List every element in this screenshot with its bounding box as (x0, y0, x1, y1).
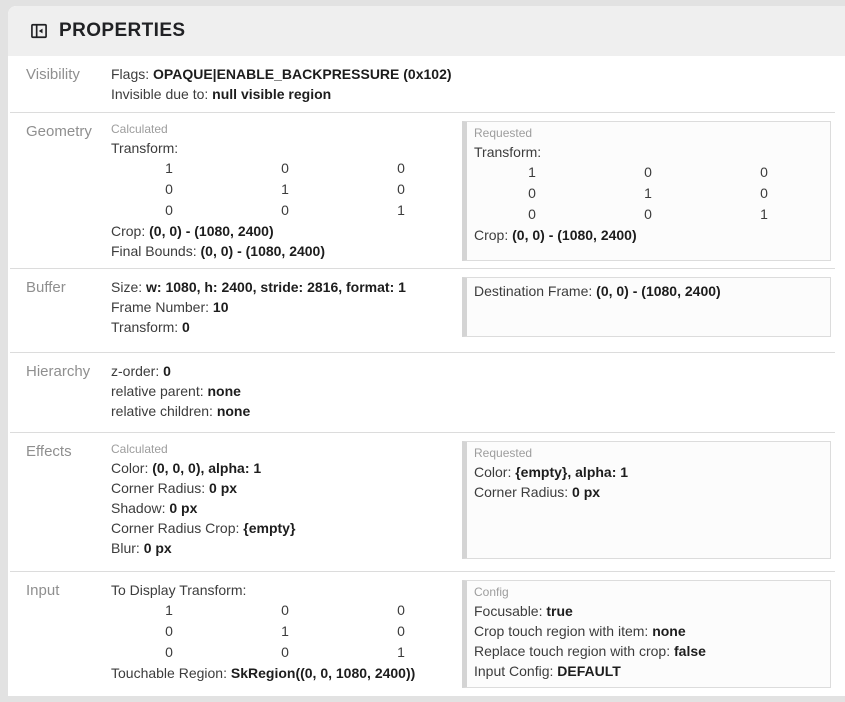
property-flags: Flags: OPAQUE|ENABLE_BACKPRESSURE (0x102) (111, 66, 452, 82)
section-visibility-label: Visibility (26, 66, 80, 83)
hierarchy-properties (111, 361, 462, 421)
property-relative-parent: relative parent: none (111, 383, 241, 399)
group-label-requested: Requested (474, 446, 533, 460)
transform-matrix (111, 600, 462, 663)
matrix-cell: 0 (760, 164, 768, 180)
property-replace-touch-region-with-crop: Replace touch region with crop: false (474, 643, 706, 659)
property-corner-radius-crop: Corner Radius Crop: {empty} (111, 520, 296, 536)
property-blur: Blur: 0 px (111, 540, 172, 556)
property-corner-radius: Corner Radius: 0 px (474, 484, 601, 500)
matrix-cell: 0 (281, 202, 289, 218)
properties-card (8, 6, 845, 696)
transform-matrix (474, 162, 822, 225)
matrix-cell: 1 (165, 602, 173, 618)
transform-matrix (111, 158, 462, 221)
section-input-label: Input (26, 582, 60, 599)
group-label-config: Config (474, 585, 509, 599)
matrix-cell: 0 (397, 160, 405, 176)
matrix-cell: 1 (760, 206, 768, 222)
geometry-requested-box (462, 121, 831, 261)
matrix-cell: 0 (397, 623, 405, 639)
section-geometry-label: Geometry (26, 123, 92, 140)
matrix-cell: 1 (165, 160, 173, 176)
section-geometry (10, 112, 835, 268)
property-crop: Crop: (0, 0) - (1080, 2400) (474, 227, 637, 243)
property-transform: Transform: (111, 140, 179, 156)
matrix-cell: 0 (760, 185, 768, 201)
group-label-calculated: Calculated (111, 122, 168, 136)
properties-panel (0, 6, 845, 696)
section-buffer-label: Buffer (26, 279, 66, 296)
matrix-cell: 1 (644, 185, 652, 201)
section-hierarchy (10, 352, 835, 432)
geometry-calculated (111, 121, 462, 261)
matrix-cell: 1 (281, 181, 289, 197)
matrix-cell: 1 (528, 164, 536, 180)
collapse-panel-icon[interactable] (28, 20, 50, 42)
property-shadow: Shadow: 0 px (111, 500, 198, 516)
section-effects-label: Effects (26, 443, 72, 460)
matrix-cell: 0 (281, 602, 289, 618)
panel-header (8, 6, 845, 56)
matrix-cell: 0 (165, 202, 173, 218)
matrix-cell: 0 (397, 602, 405, 618)
property-frame-number: Frame Number: 10 (111, 299, 229, 315)
section-input (10, 571, 835, 696)
property-transform: Transform: 0 (111, 319, 190, 335)
property-relative-children: relative children: none (111, 403, 251, 419)
property-transform: Transform: (474, 144, 542, 160)
property-final-bounds: Final Bounds: (0, 0) - (1080, 2400) (111, 243, 326, 259)
section-buffer (10, 268, 835, 352)
property-touchable-region: Touchable Region: SkRegion((0, 0, 1080, 2400)) (111, 665, 416, 681)
matrix-cell: 0 (528, 206, 536, 222)
property-to-display-transform: To Display Transform: (111, 582, 247, 598)
property-input-config: Input Config: DEFAULT (474, 663, 621, 679)
matrix-cell: 0 (165, 644, 173, 660)
property-corner-radius: Corner Radius: 0 px (111, 480, 238, 496)
input-config-box (462, 580, 831, 688)
property-size: Size: w: 1080, h: 2400, stride: 2816, format: 1 (111, 279, 406, 295)
buffer-properties (111, 277, 462, 337)
buffer-requested-box (462, 277, 831, 337)
matrix-cell: 0 (165, 623, 173, 639)
section-effects (10, 432, 835, 571)
property-crop: Crop: (0, 0) - (1080, 2400) (111, 223, 274, 239)
property-destination-frame: Destination Frame: (0, 0) - (1080, 2400) (474, 283, 721, 299)
matrix-cell: 0 (644, 164, 652, 180)
matrix-cell: 0 (644, 206, 652, 222)
matrix-cell: 1 (397, 202, 405, 218)
matrix-cell: 0 (281, 160, 289, 176)
matrix-cell: 0 (165, 181, 173, 197)
property-color: Color: {empty}, alpha: 1 (474, 464, 629, 480)
property-crop-touch-region-with-item: Crop touch region with item: none (474, 623, 686, 639)
group-label-requested: Requested (474, 126, 533, 140)
matrix-cell: 0 (397, 181, 405, 197)
matrix-cell: 1 (281, 623, 289, 639)
property-z-order: z-order: 0 (111, 363, 171, 379)
matrix-cell: 1 (397, 644, 405, 660)
matrix-cell: 0 (281, 644, 289, 660)
section-hierarchy-label: Hierarchy (26, 363, 91, 380)
panel-title: PROPERTIES (59, 20, 186, 41)
section-visibility (10, 56, 835, 112)
input-properties (111, 580, 462, 688)
property-focusable: Focusable: true (474, 603, 573, 619)
property-invisible-due-to: Invisible due to: null visible region (111, 86, 332, 102)
property-color: Color: (0, 0, 0), alpha: 1 (111, 460, 262, 476)
visibility-properties (111, 64, 462, 104)
effects-calculated (111, 441, 462, 559)
effects-requested-box (462, 441, 831, 559)
group-label-calculated: Calculated (111, 442, 168, 456)
matrix-cell: 0 (528, 185, 536, 201)
